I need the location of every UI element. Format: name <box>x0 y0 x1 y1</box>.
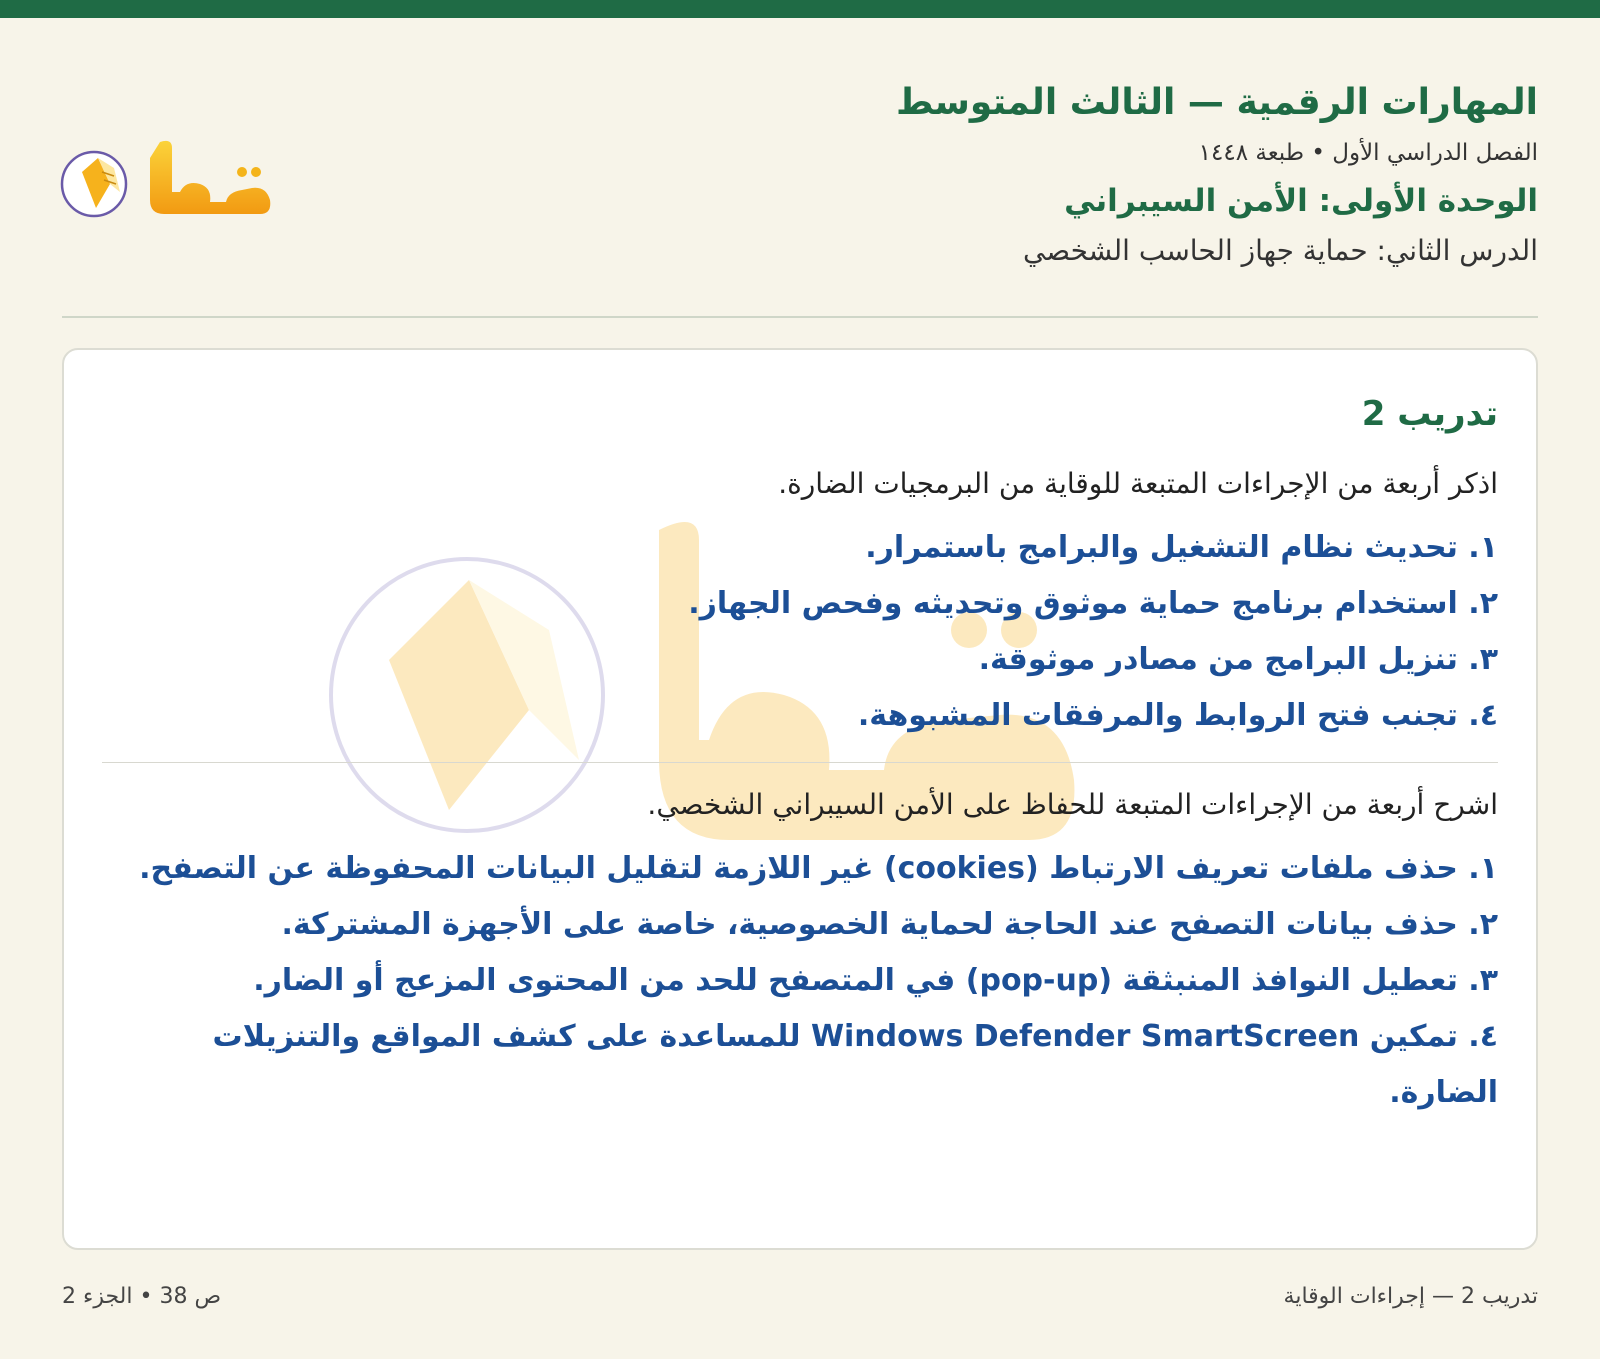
book-in-circle-icon <box>62 152 126 216</box>
answer-item: ٤. تمكين Windows Defender SmartScreen للمساعدة على كشف المواقع والتنزيلات الضارة. <box>212 1019 1498 1110</box>
answer-item: ٣. تعطيل النوافذ المنبثقة (pop-up) في المتصفح للحد من المحتوى المزعج أو الضار. <box>253 963 1498 998</box>
answer-item: ١. حذف ملفات تعريف الارتباط (cookies) غير اللازمة لتقليل البيانات المحفوظة عن التصفح. <box>139 851 1498 886</box>
page-title: المهارات الرقمية — الثالث المتوسط <box>895 82 1538 123</box>
exercise-title: تدريب 2 <box>1361 394 1498 434</box>
semester-edition: الفصل الدراسي الأول • طبعة ١٤٤٨ <box>1198 140 1538 166</box>
exercise-content <box>102 384 1498 1121</box>
lesson-title: الدرس الثاني: حماية جهاز الحاسب الشخصي <box>1022 234 1538 267</box>
answer-item: ١. تحديث نظام التشغيل والبرامج باستمرار. <box>865 530 1498 565</box>
answer-item: ٤. تجنب فتح الروابط والمرفقات المشبوهة. <box>857 698 1498 733</box>
unit-title: الوحدة الأولى: الأمن السيبراني <box>1064 183 1538 219</box>
footer-page-number: ص 38 • الجزء 2 <box>62 1284 222 1309</box>
question-2: اشرح أربعة من الإجراءات المتبعة للحفاظ على الأمن السيبراني الشخصي. <box>647 788 1498 821</box>
answer-item: ٢. استخدام برنامج حماية موثوق وتحديثه وفحص الجهاز. <box>688 586 1498 621</box>
logo-wordmark <box>150 141 270 214</box>
top-accent-bar <box>0 0 1600 18</box>
answer-list-1 <box>102 520 1498 744</box>
footer-exercise-label: تدريب 2 — إجراءات الوقاية <box>1283 1284 1538 1309</box>
exercise-card <box>62 348 1538 1250</box>
page-header <box>62 74 1538 272</box>
answer-list-2 <box>102 841 1498 1121</box>
answer-item: ٢. حذف بيانات التصفح عند الحاجة لحماية الخصوصية، خاصة على الأجهزة المشتركة. <box>281 907 1498 942</box>
section-divider <box>102 762 1498 763</box>
hulul-logo <box>60 128 280 224</box>
answer-item: ٣. تنزيل البرامج من مصادر موثوقة. <box>978 642 1498 677</box>
question-1: اذكر أربعة من الإجراءات المتبعة للوقاية من البرمجيات الضارة. <box>778 467 1498 500</box>
header-divider <box>62 316 1538 318</box>
